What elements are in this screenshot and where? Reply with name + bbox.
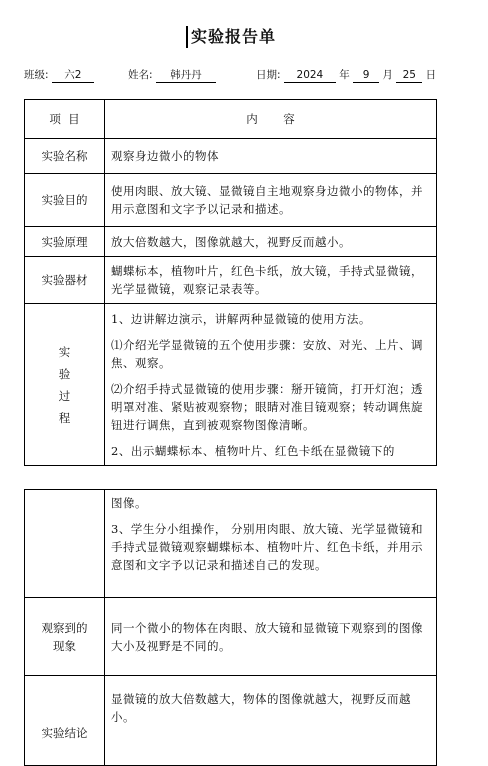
row-content-equipment: 蝴蝶标本，植物叶片，红色卡纸，放大镜，手持式显微镜，光学显微镜，观察记录表等。 [105, 257, 437, 304]
date-field [256, 67, 436, 83]
date-year: 2024 [284, 69, 336, 83]
date-label: 日期: [256, 69, 281, 81]
row-label-phenomenon [25, 598, 105, 676]
process-step: 图像。 [111, 496, 147, 510]
process-char: 程 [58, 410, 71, 425]
row-label-principle: 实验原理 [25, 227, 105, 257]
day-unit: 日 [425, 69, 437, 81]
row-content-purpose: 使用肉眼、放大镜、显微镜自主地观察身边微小的物体，并用示意图和文字予以记录和描述。 [105, 174, 437, 227]
class-value: 六2 [52, 69, 94, 83]
process-step: ⑴介绍光学显微镜的五个使用步骤：安放、对光、上片、调焦、观察。 [111, 337, 423, 370]
row-label-process [25, 304, 105, 466]
table-row [25, 139, 437, 174]
table-row [25, 304, 437, 466]
table-row [25, 257, 437, 304]
class-label: 班级: [24, 69, 49, 81]
name-label: 姓名: [128, 69, 153, 81]
table-row [25, 227, 437, 257]
year-unit: 年 [339, 69, 350, 81]
phenomenon-label-2: 现象 [53, 638, 76, 653]
row-label-name: 实验名称 [25, 139, 105, 174]
row-content-continuation [105, 490, 437, 598]
header-item: 项 目 [25, 100, 105, 139]
row-label-equipment: 实验器材 [25, 257, 105, 304]
table-row [25, 174, 437, 227]
process-step: ⑵介绍手持式显微镜的使用步骤：掰开镜筒，打开灯泡；透明罩对准、紧贴被观察物；眼睛对准目镜观察；转动调焦旋钮进行调焦，直到被观察物图像清晰。 [111, 381, 423, 432]
report-table-page2 [24, 489, 437, 766]
date-month: 9 [353, 69, 379, 83]
process-step: 1、边讲解边演示，讲解两种显微镜的使用方法。 [111, 311, 371, 326]
row-label-conclusion: 实验结论 [25, 676, 105, 766]
process-char: 验 [58, 366, 71, 381]
process-char: 过 [58, 388, 71, 403]
table-row [25, 490, 437, 598]
class-field [24, 67, 94, 83]
header-content: 内 容 [105, 100, 437, 139]
table-row [25, 676, 437, 766]
date-day: 25 [396, 69, 422, 83]
row-content-name: 观察身边微小的物体 [105, 139, 437, 174]
report-table-page1 [24, 99, 437, 466]
row-label-continuation [25, 490, 105, 598]
table-row [25, 598, 437, 676]
report-title: 实验报告单 [186, 26, 276, 48]
row-label-purpose: 实验目的 [25, 174, 105, 227]
name-value: 韩丹丹 [156, 69, 216, 83]
row-content-process [105, 304, 437, 466]
phenomenon-label-1: 观察到的 [41, 620, 88, 635]
row-content-phenomenon: 同一个微小的物体在肉眼、放大镜和显微镜下观察到的图像大小及视野是不同的。 [105, 598, 437, 676]
row-content-principle: 放大倍数越大，图像就越大，视野反而越小。 [105, 227, 437, 257]
process-step: 3、学生分小组操作， 分别用肉眼、放大镜、光学显微镜和手持式显微镜观察蝴蝶标本、植物叶片、红色卡纸，并用示意图和文字予以记录和描述自己的发现。 [111, 522, 423, 572]
month-unit: 月 [382, 69, 393, 81]
process-char: 实 [58, 344, 71, 359]
process-step: 2、出示蝴蝶标本、植物叶片、红色卡纸在显微镜下的 [111, 443, 395, 458]
table-header-row [25, 100, 437, 139]
row-content-conclusion: 显微镜的放大倍数越大，物体的图像就越大，视野反而越小。 [105, 676, 437, 766]
name-field [128, 67, 216, 83]
